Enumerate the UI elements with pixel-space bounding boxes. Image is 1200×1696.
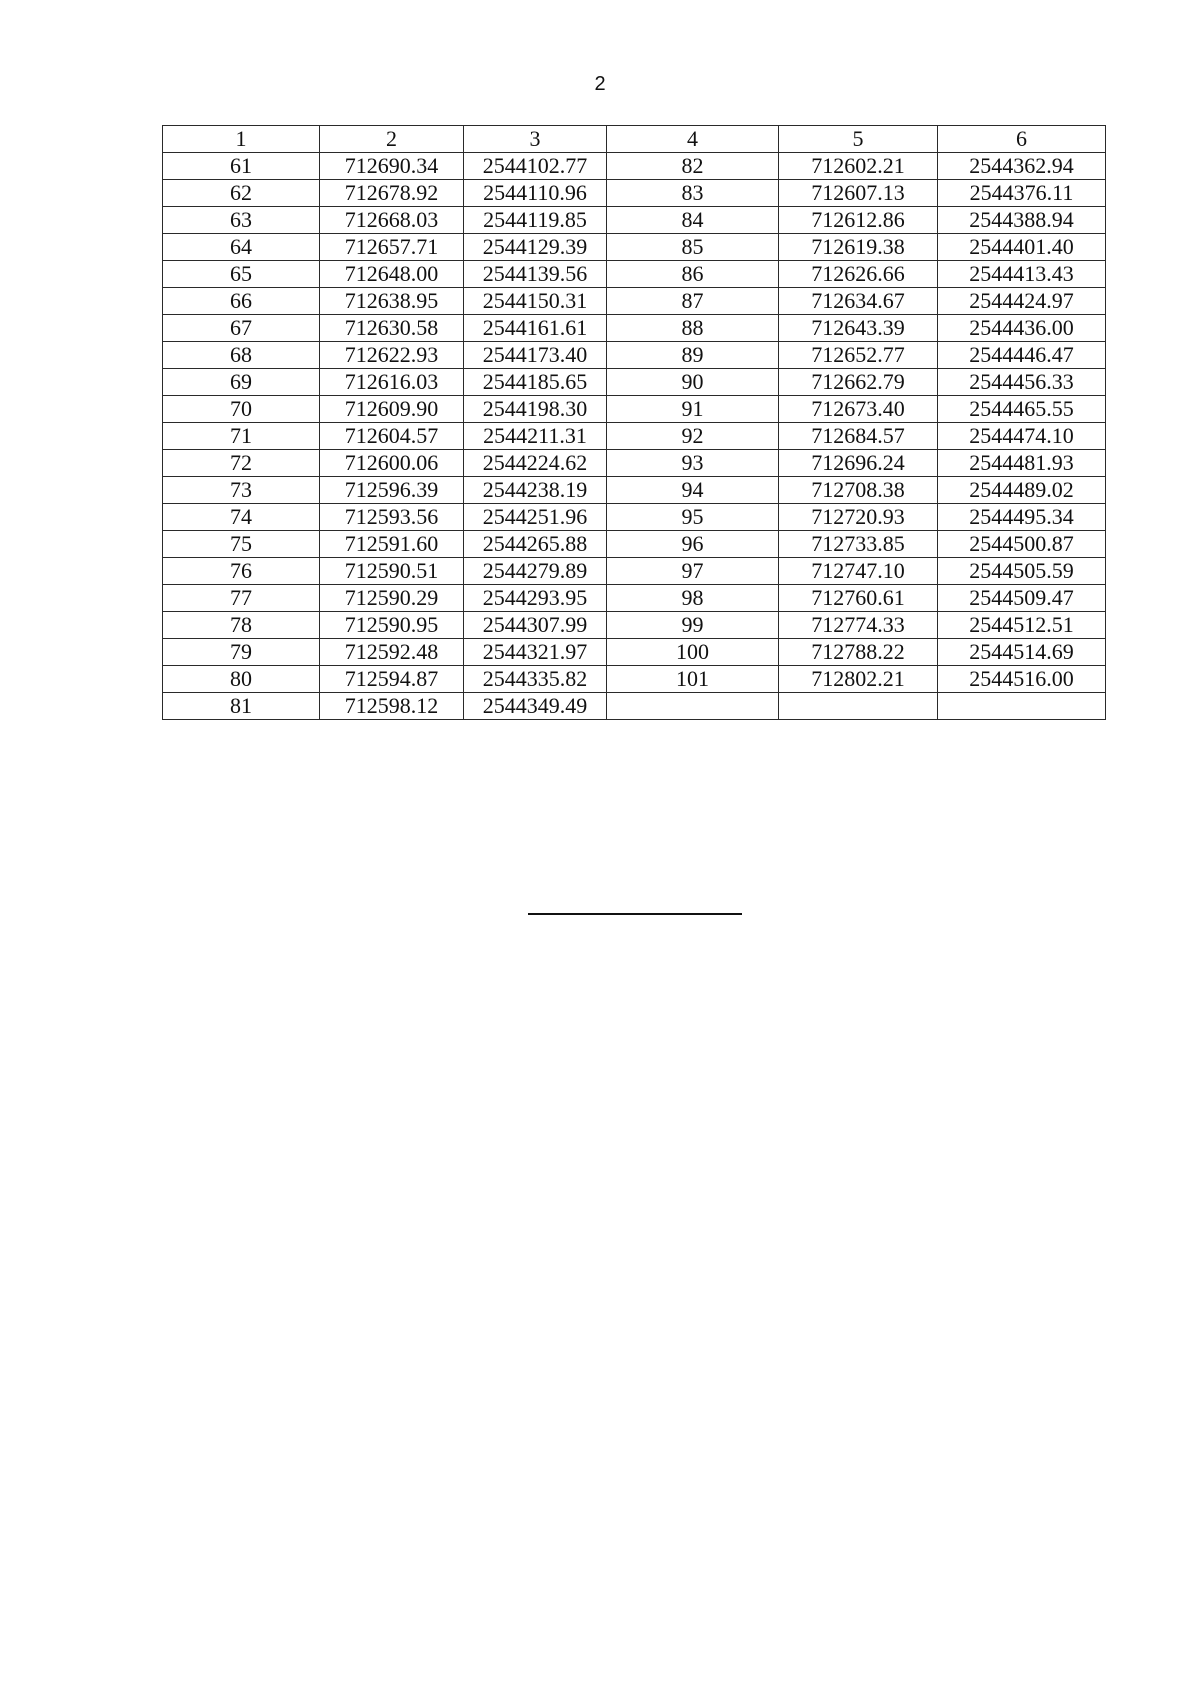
table-cell: 88	[607, 315, 779, 342]
table-row	[163, 450, 1106, 477]
table-row	[163, 342, 1106, 369]
table-row	[163, 477, 1106, 504]
table-cell: 2544446.47	[938, 342, 1106, 369]
table-cell: 712594.87	[320, 666, 464, 693]
table-cell: 2544129.39	[464, 234, 607, 261]
table-cell: 2544173.40	[464, 342, 607, 369]
table-cell: 712630.58	[320, 315, 464, 342]
table-cell: 2544335.82	[464, 666, 607, 693]
table-cell: 65	[163, 261, 320, 288]
table-row	[163, 207, 1106, 234]
table-cell: 712760.61	[779, 585, 938, 612]
table-cell: 91	[607, 396, 779, 423]
table-cell: 712648.00	[320, 261, 464, 288]
page-number: 2	[594, 73, 606, 95]
table-row	[163, 612, 1106, 639]
table-cell: 712638.95	[320, 288, 464, 315]
header-cell: 6	[938, 126, 1106, 153]
table-cell: 712596.39	[320, 477, 464, 504]
table-cell: 96	[607, 531, 779, 558]
table-cell: 2544185.65	[464, 369, 607, 396]
table-cell: 92	[607, 423, 779, 450]
table-cell: 89	[607, 342, 779, 369]
table-cell: 2544279.89	[464, 558, 607, 585]
table-cell: 2544211.31	[464, 423, 607, 450]
table-cell: 712590.51	[320, 558, 464, 585]
table-cell: 68	[163, 342, 320, 369]
table-cell: 2544401.40	[938, 234, 1106, 261]
table-cell: 97	[607, 558, 779, 585]
table-cell: 101	[607, 666, 779, 693]
table-cell: 712598.12	[320, 693, 464, 720]
table-cell: 2544424.97	[938, 288, 1106, 315]
table-body	[163, 126, 1106, 720]
table-cell: 2544509.47	[938, 585, 1106, 612]
table-cell: 100	[607, 639, 779, 666]
table-cell: 98	[607, 585, 779, 612]
table-cell: 712673.40	[779, 396, 938, 423]
table-cell	[607, 693, 779, 720]
table-row	[163, 504, 1106, 531]
table-cell	[938, 693, 1106, 720]
table-cell: 2544362.94	[938, 153, 1106, 180]
table-row	[163, 180, 1106, 207]
table-row	[163, 639, 1106, 666]
table-row	[163, 396, 1106, 423]
table-cell: 72	[163, 450, 320, 477]
table-row	[163, 531, 1106, 558]
table-cell: 712590.29	[320, 585, 464, 612]
table-cell: 712684.57	[779, 423, 938, 450]
table-cell: 2544161.61	[464, 315, 607, 342]
table-cell: 712604.57	[320, 423, 464, 450]
table-cell: 2544224.62	[464, 450, 607, 477]
table-cell: 712668.03	[320, 207, 464, 234]
table-cell: 2544119.85	[464, 207, 607, 234]
table-cell: 71	[163, 423, 320, 450]
table-cell: 712591.60	[320, 531, 464, 558]
header-cell: 3	[464, 126, 607, 153]
table-cell: 77	[163, 585, 320, 612]
table-cell: 85	[607, 234, 779, 261]
table-cell: 712747.10	[779, 558, 938, 585]
table-cell: 712607.13	[779, 180, 938, 207]
table-cell: 2544293.95	[464, 585, 607, 612]
table-cell: 712634.67	[779, 288, 938, 315]
table-cell: 2544474.10	[938, 423, 1106, 450]
table-cell: 90	[607, 369, 779, 396]
header-cell: 5	[779, 126, 938, 153]
table-cell: 712592.48	[320, 639, 464, 666]
table-cell: 83	[607, 180, 779, 207]
table-cell: 712802.21	[779, 666, 938, 693]
table-row	[163, 693, 1106, 720]
table-cell: 62	[163, 180, 320, 207]
coordinates-table	[162, 125, 1106, 720]
header-cell: 4	[607, 126, 779, 153]
table-cell: 2544456.33	[938, 369, 1106, 396]
table-cell: 78	[163, 612, 320, 639]
table-cell: 712690.34	[320, 153, 464, 180]
table-cell: 712612.86	[779, 207, 938, 234]
table-cell: 712590.95	[320, 612, 464, 639]
header-cell: 1	[163, 126, 320, 153]
table-cell: 2544413.43	[938, 261, 1106, 288]
table-cell: 63	[163, 207, 320, 234]
table-cell: 2544376.11	[938, 180, 1106, 207]
table-cell: 712593.56	[320, 504, 464, 531]
table-cell: 95	[607, 504, 779, 531]
table-cell: 80	[163, 666, 320, 693]
table-cell: 76	[163, 558, 320, 585]
table-cell: 2544514.69	[938, 639, 1106, 666]
table-cell: 2544495.34	[938, 504, 1106, 531]
table-cell: 2544516.00	[938, 666, 1106, 693]
table-cell: 2544505.59	[938, 558, 1106, 585]
table-cell: 712708.38	[779, 477, 938, 504]
footer-divider-line	[528, 913, 742, 915]
table-cell: 2544489.02	[938, 477, 1106, 504]
table-row	[163, 288, 1106, 315]
table-cell: 64	[163, 234, 320, 261]
table-cell: 2544198.30	[464, 396, 607, 423]
table-row	[163, 261, 1106, 288]
table-cell: 2544139.56	[464, 261, 607, 288]
table-cell: 2544307.99	[464, 612, 607, 639]
table-cell: 712626.66	[779, 261, 938, 288]
table-row	[163, 315, 1106, 342]
table-cell: 82	[607, 153, 779, 180]
table-cell: 2544238.19	[464, 477, 607, 504]
table-cell: 67	[163, 315, 320, 342]
table-cell: 712600.06	[320, 450, 464, 477]
table-cell: 2544321.97	[464, 639, 607, 666]
table-cell: 99	[607, 612, 779, 639]
table-cell: 2544500.87	[938, 531, 1106, 558]
table-row	[163, 558, 1106, 585]
table-cell: 2544388.94	[938, 207, 1106, 234]
table-cell: 70	[163, 396, 320, 423]
table-row	[163, 423, 1106, 450]
table-cell: 712678.92	[320, 180, 464, 207]
table-row	[163, 585, 1106, 612]
table-cell: 712774.33	[779, 612, 938, 639]
table-cell: 73	[163, 477, 320, 504]
table-cell: 74	[163, 504, 320, 531]
table-row	[163, 369, 1106, 396]
table-row	[163, 153, 1106, 180]
table-cell: 2544150.31	[464, 288, 607, 315]
table-cell: 2544349.49	[464, 693, 607, 720]
table-header-row	[163, 126, 1106, 153]
table-cell: 712733.85	[779, 531, 938, 558]
table-cell: 2544512.51	[938, 612, 1106, 639]
table-cell: 94	[607, 477, 779, 504]
table-cell: 2544110.96	[464, 180, 607, 207]
table-cell: 69	[163, 369, 320, 396]
table-cell: 712657.71	[320, 234, 464, 261]
table-cell: 712619.38	[779, 234, 938, 261]
table-cell: 86	[607, 261, 779, 288]
table-cell: 2544251.96	[464, 504, 607, 531]
table-cell: 712643.39	[779, 315, 938, 342]
table-cell: 66	[163, 288, 320, 315]
table-cell: 712616.03	[320, 369, 464, 396]
table-cell: 87	[607, 288, 779, 315]
table-cell: 712602.21	[779, 153, 938, 180]
table-cell: 712652.77	[779, 342, 938, 369]
table-cell: 712662.79	[779, 369, 938, 396]
table-cell: 712609.90	[320, 396, 464, 423]
table-cell: 712720.93	[779, 504, 938, 531]
table-cell: 84	[607, 207, 779, 234]
table-cell: 79	[163, 639, 320, 666]
table-cell: 2544436.00	[938, 315, 1106, 342]
table-cell: 712696.24	[779, 450, 938, 477]
header-cell: 2	[320, 126, 464, 153]
table-cell: 712788.22	[779, 639, 938, 666]
table-cell: 75	[163, 531, 320, 558]
table-row	[163, 234, 1106, 261]
table-cell: 61	[163, 153, 320, 180]
table-cell: 93	[607, 450, 779, 477]
table-cell: 2544481.93	[938, 450, 1106, 477]
table-cell: 712622.93	[320, 342, 464, 369]
table-row	[163, 666, 1106, 693]
table-cell: 2544102.77	[464, 153, 607, 180]
table-cell: 81	[163, 693, 320, 720]
table-cell	[779, 693, 938, 720]
table-cell: 2544265.88	[464, 531, 607, 558]
table-cell: 2544465.55	[938, 396, 1106, 423]
